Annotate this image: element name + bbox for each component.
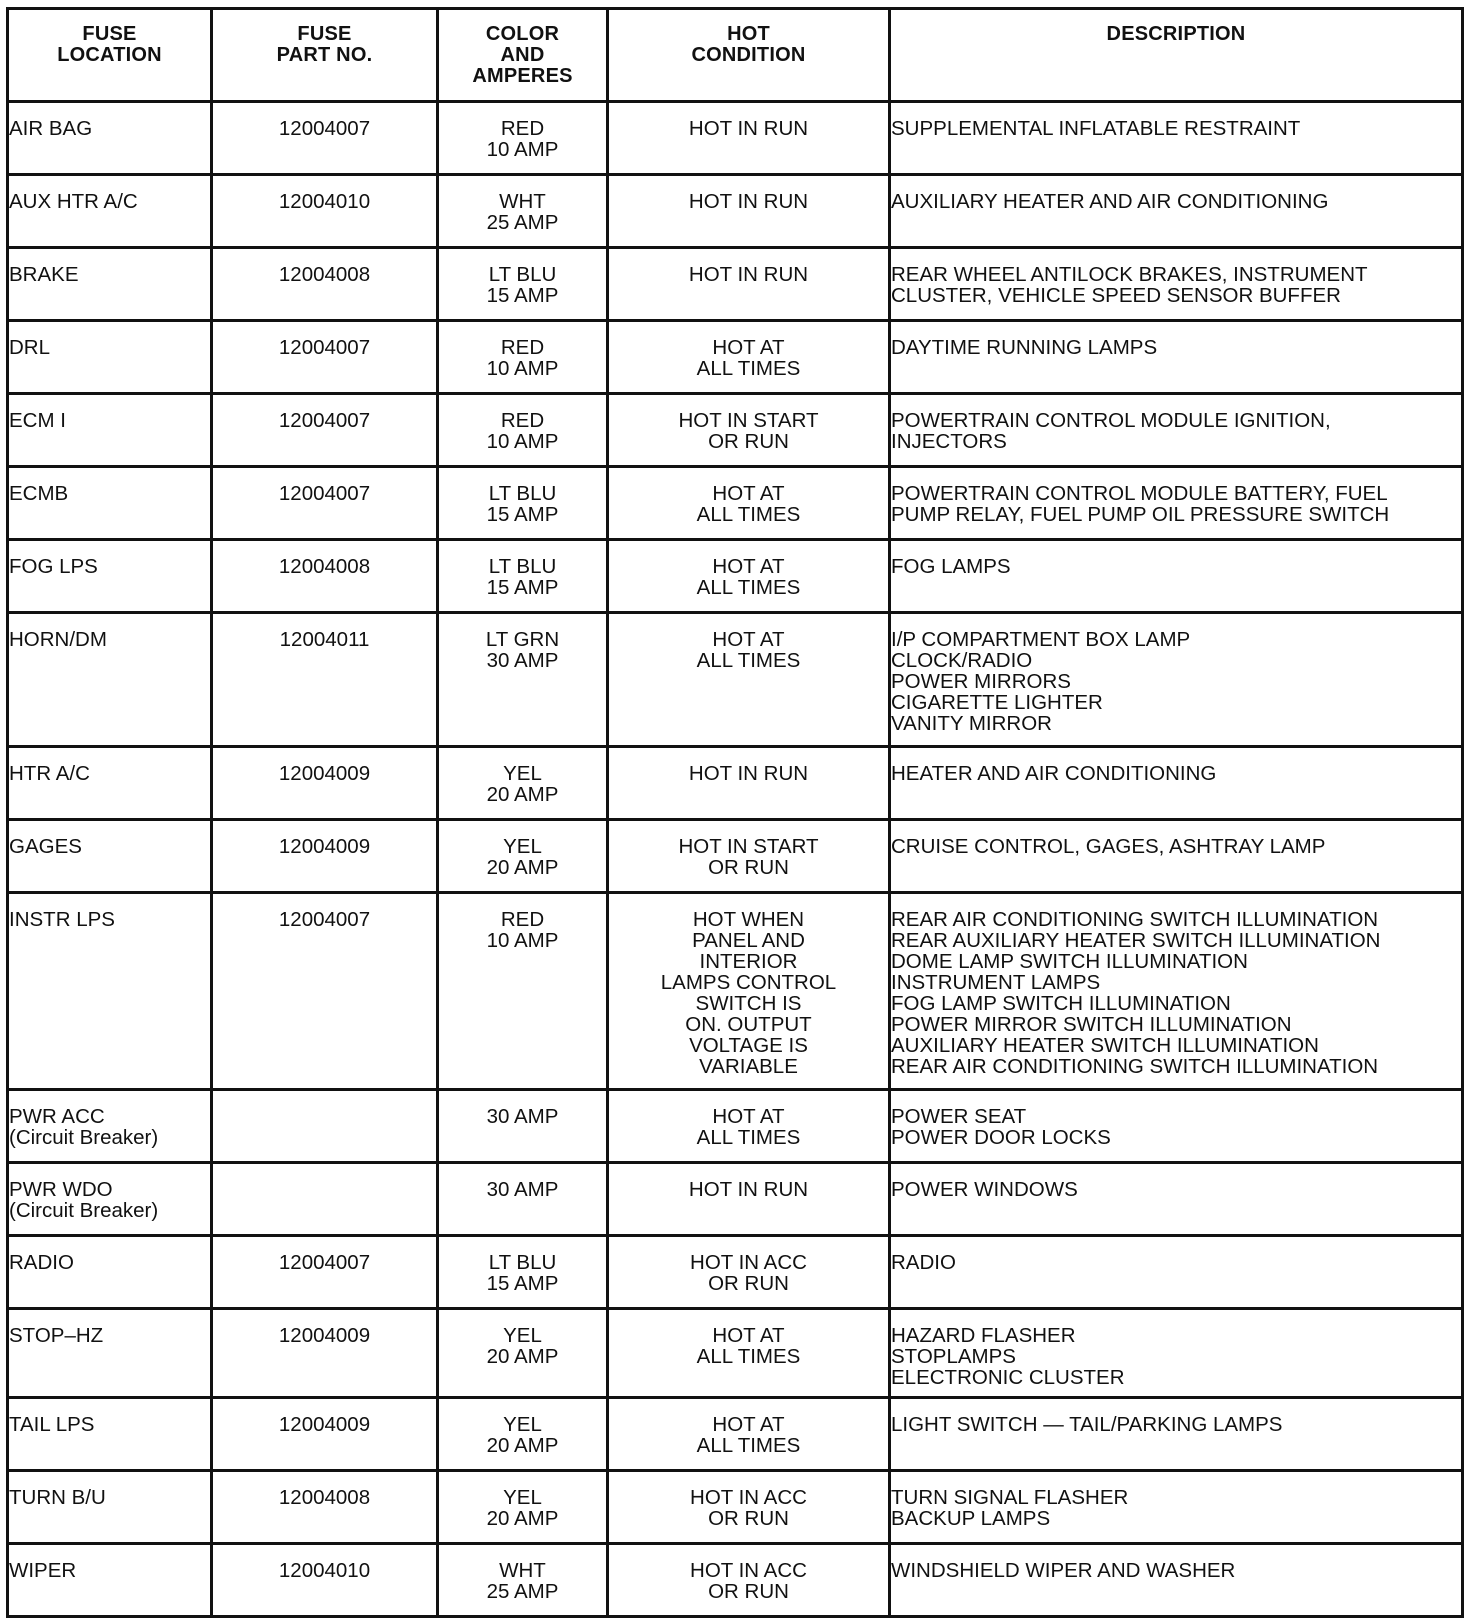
description-cell — [890, 1309, 1463, 1398]
hot-condition-cell — [608, 540, 890, 613]
table-row — [8, 102, 1463, 175]
fuse-location-cell-line: TAIL LPS — [9, 1413, 95, 1436]
hot-condition-cell-line: HOT AT — [712, 1324, 785, 1347]
table-row — [8, 540, 1463, 613]
hot-condition-cell-line: HOT WHEN — [692, 908, 805, 931]
fuse-location-cell — [8, 394, 212, 467]
fuse-table-body — [8, 102, 1463, 1617]
hot-condition-cell-line: HOT AT — [712, 628, 785, 651]
hot-condition-cell-line: HOT AT — [712, 1413, 785, 1436]
fuse-location-cell — [8, 540, 212, 613]
fuse-location-cell-line: DRL — [9, 336, 51, 359]
fuse-part-number-cell: 12004010 — [212, 175, 438, 248]
hot-condition-cell — [608, 1471, 890, 1544]
header-fuse-part-no — [212, 9, 438, 102]
description-cell-line: POWERTRAIN CONTROL MODULE IGNITION, — [891, 409, 1331, 432]
fuse-location-cell — [8, 1398, 212, 1471]
fuse-location-cell — [8, 321, 212, 394]
color-amperes-cell-line: WHT — [499, 1559, 546, 1582]
fuse-location-cell-line: AUX HTR A/C — [9, 190, 138, 213]
description-cell — [890, 321, 1463, 394]
description-cell — [890, 467, 1463, 540]
description-cell — [890, 1471, 1463, 1544]
hot-condition-cell-line: HOT AT — [712, 555, 785, 578]
description-cell-line: POWER SEAT — [891, 1105, 1027, 1128]
header-text: FUSE — [82, 23, 137, 45]
color-amperes-cell-line: 15 AMP — [486, 284, 559, 307]
description-cell-line: BACKUP LAMPS — [891, 1507, 1051, 1530]
hot-condition-cell-line: OR RUN — [708, 1507, 789, 1530]
hot-condition-cell-line: HOT IN ACC — [690, 1559, 807, 1582]
fuse-location-cell-line: BRAKE — [9, 263, 79, 286]
hot-condition-cell-line: HOT AT — [712, 482, 785, 505]
table-row — [8, 747, 1463, 820]
header-hot-condition — [608, 9, 890, 102]
header-text: CONDITION — [691, 44, 806, 66]
description-cell — [890, 1090, 1463, 1163]
hot-condition-cell — [608, 747, 890, 820]
color-amperes-cell — [438, 540, 608, 613]
header-description — [890, 9, 1463, 102]
table-row — [8, 820, 1463, 893]
description-cell — [890, 540, 1463, 613]
fuse-location-cell — [8, 467, 212, 540]
color-amperes-cell-line: YEL — [503, 1486, 542, 1509]
color-amperes-cell — [438, 1163, 608, 1236]
color-amperes-cell-line: 10 AMP — [486, 138, 559, 161]
color-amperes-cell — [438, 102, 608, 175]
hot-condition-cell — [608, 893, 890, 1090]
fuse-part-number-cell: 12004010 — [212, 1544, 438, 1617]
fuse-location-cell-line: FOG LPS — [9, 555, 98, 578]
hot-condition-cell — [608, 820, 890, 893]
table-row — [8, 1236, 1463, 1309]
description-cell-line: POWER WINDOWS — [891, 1178, 1078, 1201]
description-cell-line: ELECTRONIC CLUSTER — [891, 1366, 1125, 1389]
hot-condition-cell — [608, 102, 890, 175]
color-amperes-cell-line: 15 AMP — [486, 1272, 559, 1295]
hot-condition-cell-line: HOT IN RUN — [688, 762, 809, 785]
header-text: LOCATION — [57, 44, 162, 66]
description-cell-line: CRUISE CONTROL, GAGES, ASHTRAY LAMP — [891, 835, 1326, 858]
hot-condition-cell — [608, 394, 890, 467]
table-row — [8, 1398, 1463, 1471]
hot-condition-cell-line: LAMPS CONTROL — [660, 971, 837, 994]
fuse-part-number-cell: 12004011 — [212, 613, 438, 747]
fuse-location-cell-line: RADIO — [9, 1251, 74, 1274]
fuse-location-cell — [8, 248, 212, 321]
header-text: PART NO. — [276, 44, 373, 66]
description-cell-line: AUXILIARY HEATER SWITCH ILLUMINATION — [891, 1034, 1319, 1057]
hot-condition-cell-line: OR RUN — [708, 856, 789, 879]
color-amperes-cell — [438, 1398, 608, 1471]
table-row — [8, 1090, 1463, 1163]
table-row — [8, 613, 1463, 747]
hot-condition-cell-line: ALL TIMES — [696, 357, 801, 380]
fuse-location-cell — [8, 1163, 212, 1236]
color-amperes-cell-line: 25 AMP — [486, 1580, 559, 1603]
color-amperes-cell-line: YEL — [503, 1413, 542, 1436]
fuse-location-cell — [8, 1471, 212, 1544]
color-amperes-cell — [438, 893, 608, 1090]
fuse-part-number-cell: 12004007 — [212, 893, 438, 1090]
hot-condition-cell-line: ALL TIMES — [696, 649, 801, 672]
fuse-location-cell-line: STOP–HZ — [9, 1324, 104, 1347]
description-cell — [890, 747, 1463, 820]
table-row — [8, 467, 1463, 540]
hot-condition-cell — [608, 321, 890, 394]
description-cell-line: STOPLAMPS — [891, 1345, 1016, 1368]
color-amperes-cell — [438, 820, 608, 893]
fuse-location-cell — [8, 175, 212, 248]
description-cell-line: REAR WHEEL ANTILOCK BRAKES, INSTRUMENT — [891, 263, 1368, 286]
hot-condition-cell-line: HOT IN RUN — [688, 263, 809, 286]
fuse-location-cell — [8, 820, 212, 893]
hot-condition-cell — [608, 1309, 890, 1398]
hot-condition-cell — [608, 1544, 890, 1617]
hot-condition-cell — [608, 1163, 890, 1236]
description-cell — [890, 1398, 1463, 1471]
hot-condition-cell — [608, 1236, 890, 1309]
hot-condition-cell-line: HOT IN ACC — [690, 1251, 807, 1274]
fuse-location-cell — [8, 613, 212, 747]
header-text: FUSE — [297, 23, 352, 45]
table-row — [8, 1471, 1463, 1544]
description-cell-line: PUMP RELAY, FUEL PUMP OIL PRESSURE SWITCH — [891, 503, 1390, 526]
description-cell — [890, 248, 1463, 321]
fuse-part-number-cell: 12004007 — [212, 394, 438, 467]
fuse-part-number-cell: 12004009 — [212, 1309, 438, 1398]
color-amperes-cell-line: RED — [500, 908, 545, 931]
color-amperes-cell-line: 20 AMP — [486, 856, 559, 879]
color-amperes-cell — [438, 467, 608, 540]
color-amperes-cell-line: 20 AMP — [486, 1345, 559, 1368]
hot-condition-cell-line: OR RUN — [708, 430, 789, 453]
fuse-part-number-cell: 12004009 — [212, 1398, 438, 1471]
color-amperes-cell-line: 20 AMP — [486, 1434, 559, 1457]
description-cell — [890, 175, 1463, 248]
hot-condition-cell-line: ALL TIMES — [696, 1434, 801, 1457]
description-cell-line: REAR AIR CONDITIONING SWITCH ILLUMINATION — [891, 1055, 1379, 1078]
description-cell — [890, 1236, 1463, 1309]
header-text: COLOR — [485, 23, 560, 45]
description-cell — [890, 613, 1463, 747]
fuse-location-cell — [8, 1309, 212, 1398]
fuse-location-cell-line: TURN B/U — [9, 1486, 106, 1509]
description-cell-line: VANITY MIRROR — [891, 712, 1052, 735]
color-amperes-cell — [438, 1309, 608, 1398]
color-amperes-cell — [438, 175, 608, 248]
hot-condition-cell — [608, 175, 890, 248]
description-cell-line: REAR AIR CONDITIONING SWITCH ILLUMINATION — [891, 908, 1379, 931]
description-cell-line: POWERTRAIN CONTROL MODULE BATTERY, FUEL — [891, 482, 1388, 505]
color-amperes-cell — [438, 1236, 608, 1309]
hot-condition-cell-line: HOT AT — [712, 1105, 785, 1128]
header-fuse-location — [8, 9, 212, 102]
color-amperes-cell-line: RED — [500, 117, 545, 140]
fuse-location-cell-line: PWR ACC — [9, 1105, 105, 1128]
description-cell — [890, 1163, 1463, 1236]
header-text: AMPERES — [472, 65, 573, 87]
fuse-part-number-cell: 12004008 — [212, 540, 438, 613]
hot-condition-cell-line: HOT IN RUN — [688, 117, 809, 140]
description-cell-line: HEATER AND AIR CONDITIONING — [891, 762, 1217, 785]
hot-condition-cell-line: PANEL AND — [692, 929, 805, 952]
fuse-part-number-cell — [212, 1163, 438, 1236]
fuse-location-cell-line: (Circuit Breaker) — [9, 1199, 159, 1222]
header-text: HOT — [727, 23, 770, 45]
color-amperes-cell-line: 30 AMP — [486, 1105, 559, 1128]
hot-condition-cell-line: SWITCH IS — [695, 992, 802, 1015]
description-cell-line: I/P COMPARTMENT BOX LAMP — [891, 628, 1191, 651]
color-amperes-cell-line: LT BLU — [488, 555, 557, 578]
description-cell — [890, 102, 1463, 175]
fuse-part-number-cell: 12004007 — [212, 321, 438, 394]
fuse-chart — [6, 7, 1461, 1618]
table-row — [8, 175, 1463, 248]
description-cell-line: SUPPLEMENTAL INFLATABLE RESTRAINT — [891, 117, 1301, 140]
color-amperes-cell-line: RED — [500, 409, 545, 432]
fuse-location-cell — [8, 747, 212, 820]
hot-condition-cell-line: HOT IN RUN — [688, 1178, 809, 1201]
color-amperes-cell — [438, 1090, 608, 1163]
fuse-part-number-cell — [212, 1090, 438, 1163]
fuse-part-number-cell: 12004007 — [212, 102, 438, 175]
fuse-part-number-cell: 12004008 — [212, 248, 438, 321]
description-cell-line: DOME LAMP SWITCH ILLUMINATION — [891, 950, 1248, 973]
description-cell — [890, 1544, 1463, 1617]
fuse-location-cell-line: WIPER — [9, 1559, 77, 1582]
hot-condition-cell-line: OR RUN — [708, 1580, 789, 1603]
header-row — [8, 9, 1463, 102]
fuse-part-number-cell: 12004009 — [212, 820, 438, 893]
color-amperes-cell — [438, 394, 608, 467]
hot-condition-cell-line: HOT AT — [712, 336, 785, 359]
color-amperes-cell-line: LT BLU — [488, 263, 557, 286]
table-row — [8, 1309, 1463, 1398]
fuse-part-number-cell: 12004007 — [212, 1236, 438, 1309]
description-cell-line: POWER MIRROR SWITCH ILLUMINATION — [891, 1013, 1292, 1036]
color-amperes-cell-line: YEL — [503, 762, 542, 785]
color-amperes-cell — [438, 248, 608, 321]
fuse-location-cell-line: (Circuit Breaker) — [9, 1126, 159, 1149]
color-amperes-cell-line: 20 AMP — [486, 1507, 559, 1530]
description-cell-line: CIGARETTE LIGHTER — [891, 691, 1103, 714]
color-amperes-cell-line: LT GRN — [485, 628, 560, 651]
hot-condition-cell-line: INTERIOR — [699, 950, 798, 973]
hot-condition-cell — [608, 1398, 890, 1471]
fuse-location-cell-line: ECM I — [9, 409, 66, 432]
fuse-location-cell — [8, 102, 212, 175]
description-cell — [890, 394, 1463, 467]
description-cell-line: HAZARD FLASHER — [891, 1324, 1076, 1347]
description-cell-line: FOG LAMP SWITCH ILLUMINATION — [891, 992, 1231, 1015]
hot-condition-cell-line: VOLTAGE IS — [689, 1034, 808, 1057]
description-cell-line: CLUSTER, VEHICLE SPEED SENSOR BUFFER — [891, 284, 1341, 307]
color-amperes-cell — [438, 321, 608, 394]
fuse-part-number-cell: 12004007 — [212, 467, 438, 540]
description-cell-line: AUXILIARY HEATER AND AIR CONDITIONING — [891, 190, 1329, 213]
color-amperes-cell — [438, 747, 608, 820]
description-cell — [890, 820, 1463, 893]
hot-condition-cell-line: OR RUN — [708, 1272, 789, 1295]
fuse-location-cell-line: AIR BAG — [9, 117, 93, 140]
color-amperes-cell — [438, 613, 608, 747]
hot-condition-cell-line: HOT IN START — [678, 835, 819, 858]
color-amperes-cell-line: YEL — [503, 835, 542, 858]
fuse-table — [6, 7, 1464, 1618]
description-cell-line: FOG LAMPS — [891, 555, 1011, 578]
color-amperes-cell-line: YEL — [503, 1324, 542, 1347]
color-amperes-cell-line: 20 AMP — [486, 783, 559, 806]
color-amperes-cell — [438, 1544, 608, 1617]
hot-condition-cell-line: ALL TIMES — [696, 503, 801, 526]
fuse-location-cell-line: HTR A/C — [9, 762, 90, 785]
header-text: AND — [500, 44, 545, 66]
hot-condition-cell-line: HOT IN RUN — [688, 190, 809, 213]
description-cell-line: INSTRUMENT LAMPS — [891, 971, 1101, 994]
description-cell-line: RADIO — [891, 1251, 956, 1274]
table-row — [8, 1544, 1463, 1617]
hot-condition-cell-line: VARIABLE — [699, 1055, 798, 1078]
color-amperes-cell-line: 10 AMP — [486, 357, 559, 380]
header-text: DESCRIPTION — [1106, 23, 1246, 45]
fuse-location-cell — [8, 893, 212, 1090]
description-cell — [890, 893, 1463, 1090]
table-row — [8, 394, 1463, 467]
color-amperes-cell-line: 10 AMP — [486, 929, 559, 952]
fuse-location-cell — [8, 1544, 212, 1617]
hot-condition-cell-line: HOT IN START — [678, 409, 819, 432]
hot-condition-cell — [608, 1090, 890, 1163]
color-amperes-cell-line: LT BLU — [488, 482, 557, 505]
color-amperes-cell-line: 15 AMP — [486, 503, 559, 526]
description-cell-line: WINDSHIELD WIPER AND WASHER — [891, 1559, 1236, 1582]
color-amperes-cell-line: 25 AMP — [486, 211, 559, 234]
hot-condition-cell — [608, 248, 890, 321]
description-cell-line: REAR AUXILIARY HEATER SWITCH ILLUMINATION — [891, 929, 1381, 952]
hot-condition-cell-line: ALL TIMES — [696, 576, 801, 599]
hot-condition-cell-line: ON. OUTPUT — [685, 1013, 812, 1036]
hot-condition-cell — [608, 613, 890, 747]
fuse-part-number-cell: 12004008 — [212, 1471, 438, 1544]
hot-condition-cell-line: ALL TIMES — [696, 1345, 801, 1368]
table-row — [8, 893, 1463, 1090]
hot-condition-cell-line: ALL TIMES — [696, 1126, 801, 1149]
hot-condition-cell-line: HOT IN ACC — [690, 1486, 807, 1509]
color-amperes-cell-line: 30 AMP — [486, 649, 559, 672]
fuse-location-cell — [8, 1236, 212, 1309]
description-cell-line: POWER MIRRORS — [891, 670, 1071, 693]
color-amperes-cell-line: 30 AMP — [486, 1178, 559, 1201]
fuse-location-cell-line: ECMB — [9, 482, 69, 505]
description-cell-line: LIGHT SWITCH — TAIL/PARKING LAMPS — [891, 1413, 1283, 1436]
description-cell-line: INJECTORS — [891, 430, 1007, 453]
fuse-location-cell-line: GAGES — [9, 835, 82, 858]
table-row — [8, 248, 1463, 321]
color-amperes-cell-line: WHT — [499, 190, 546, 213]
table-row — [8, 321, 1463, 394]
color-amperes-cell-line: 15 AMP — [486, 576, 559, 599]
color-amperes-cell-line: RED — [500, 336, 545, 359]
description-cell-line: DAYTIME RUNNING LAMPS — [891, 336, 1158, 359]
fuse-location-cell-line: INSTR LPS — [9, 908, 115, 931]
description-cell-line: TURN SIGNAL FLASHER — [891, 1486, 1129, 1509]
table-row — [8, 1163, 1463, 1236]
description-cell-line: CLOCK/RADIO — [891, 649, 1033, 672]
color-amperes-cell — [438, 1471, 608, 1544]
fuse-location-cell-line: HORN/DM — [9, 628, 107, 651]
fuse-part-number-cell: 12004009 — [212, 747, 438, 820]
color-amperes-cell-line: 10 AMP — [486, 430, 559, 453]
fuse-location-cell-line: PWR WDO — [9, 1178, 113, 1201]
fuse-location-cell — [8, 1090, 212, 1163]
color-amperes-cell-line: LT BLU — [488, 1251, 557, 1274]
header-color-and-amperes — [438, 9, 608, 102]
description-cell-line: POWER DOOR LOCKS — [891, 1126, 1111, 1149]
hot-condition-cell — [608, 467, 890, 540]
